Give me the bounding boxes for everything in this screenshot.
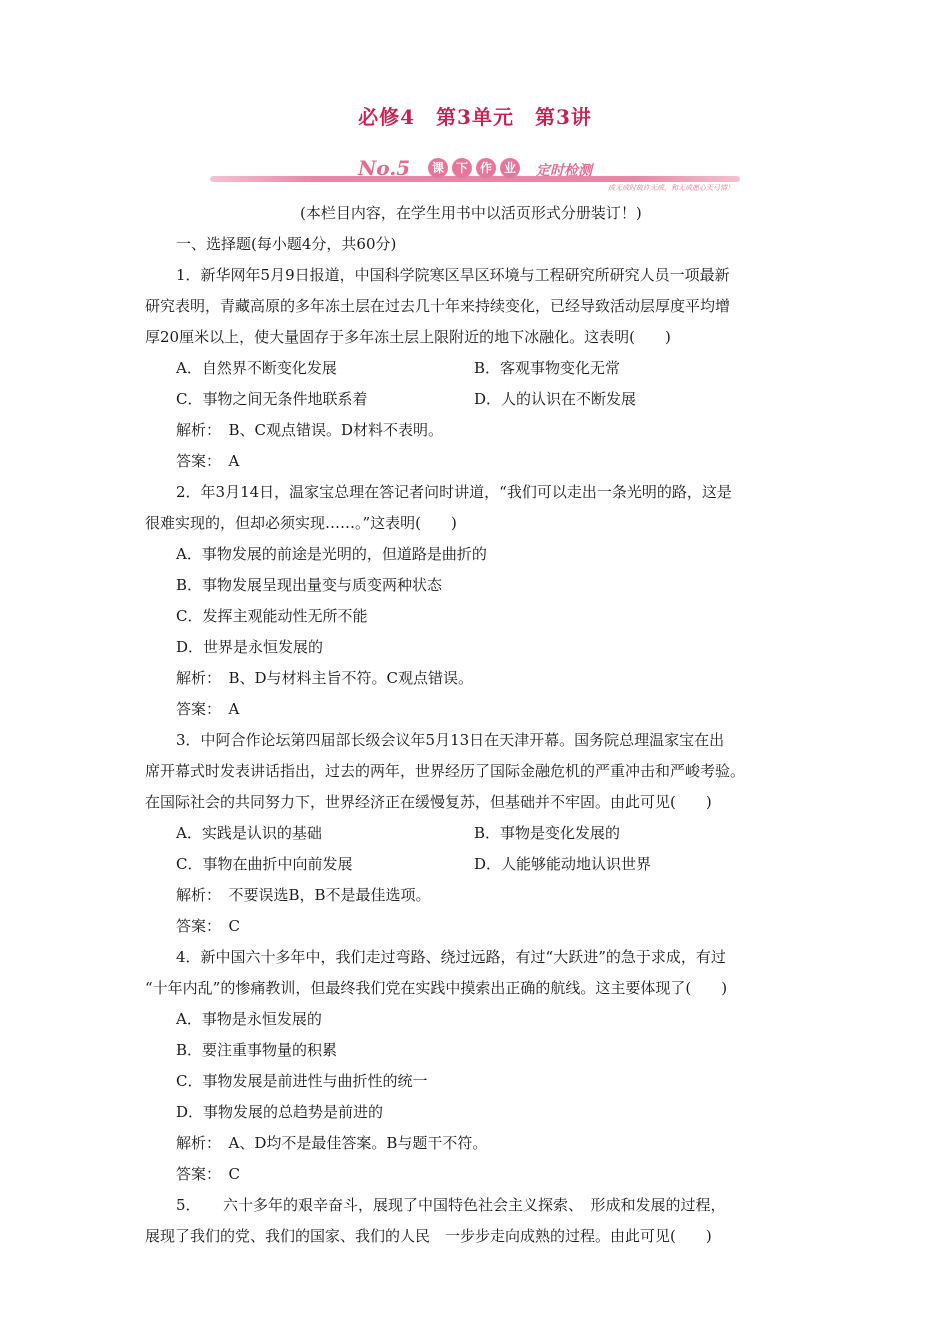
q1-line2: 研究表明，青藏高原的多年冻土层在过去几十年来持续变化，已经导致活动层厚度平均增 bbox=[145, 297, 731, 315]
q2-option-d: D．世界是永恒发展的 bbox=[176, 638, 324, 656]
banner-subtitle: 定时检测 bbox=[536, 163, 592, 179]
banner-char-1: 课 bbox=[428, 158, 448, 178]
q5-line1: 5． 六十多年的艰辛奋斗，展现了中国特色社会主义探索、 形成和发展的过程， bbox=[176, 1196, 726, 1214]
q1-option-b: B．客观事物变化无常 bbox=[474, 359, 621, 377]
q3-analysis: 解析： 不要误选B，B不是最佳选项。 bbox=[176, 886, 431, 904]
q2-line1: 2．年3月14日，温家宝总理在答记者问时讲道，“我们可以走出一条光明的路，这是 bbox=[176, 483, 732, 501]
q2-option-a: A．事物发展的前途是光明的，但道路是曲折的 bbox=[176, 545, 487, 563]
banner-motto: 成无成时故许无成，和无成愿心天弓情！ bbox=[608, 184, 734, 192]
q1-line1: 1．新华网年5月9日报道，中国科学院寒区旱区环境与工程研究所研究人员一项最新 bbox=[176, 266, 730, 284]
q3-answer: 答案： C bbox=[176, 917, 240, 935]
q1-option-a: A．自然界不断变化发展 bbox=[176, 359, 337, 377]
q1-answer: 答案： A bbox=[176, 452, 240, 470]
q3-line2: 席开幕式时发表讲话指出，过去的两年，世界经历了国际金融危机的严重冲击和严峻考验。 bbox=[145, 762, 746, 780]
q2-option-c: C．发挥主观能动性无所不能 bbox=[176, 607, 368, 625]
q4-option-a: A．事物是永恒发展的 bbox=[176, 1010, 322, 1028]
q1-option-c: C．事物之间无条件地联系着 bbox=[176, 390, 368, 408]
q4-answer: 答案： C bbox=[176, 1165, 240, 1183]
q4-option-d: D．事物发展的总趋势是前进的 bbox=[176, 1103, 384, 1121]
q2-analysis: 解析： B、D与材料主旨不符。C观点错误。 bbox=[176, 669, 474, 687]
q4-line2: “十年内乱”的惨痛教训，但最终我们党在实践中摸索出正确的航线。这主要体现了( ) bbox=[145, 979, 728, 997]
q4-option-b: B．要注重事物量的积累 bbox=[176, 1041, 338, 1059]
q4-line1: 4．新中国六十多年中，我们走过弯路、绕过远路，有过“大跃进”的急于求成，有过 bbox=[176, 948, 726, 966]
q2-answer: 答案： A bbox=[176, 700, 240, 718]
q3-option-a: A．实践是认识的基础 bbox=[176, 824, 322, 842]
q5-line2: 展现了我们的党、我们的国家、我们的人民 一步步走向成熟的过程。由此可见( ) bbox=[145, 1227, 712, 1245]
banner-ribbon bbox=[210, 176, 740, 182]
q4-analysis: 解析： A、D均不是最佳答案。B与题干不符。 bbox=[176, 1134, 488, 1152]
banner-number: No.5 bbox=[358, 156, 411, 180]
section-banner bbox=[210, 152, 740, 194]
q1-option-d: D．人的认识在不断发展 bbox=[474, 390, 637, 408]
q3-line1: 3．中阿合作论坛第四届部长级会议年5月13日在天津开幕。国务院总理温家宝在出 bbox=[176, 731, 725, 749]
q4-option-c: C．事物发展是前进性与曲折性的统一 bbox=[176, 1072, 428, 1090]
q3-option-b: B．事物是变化发展的 bbox=[474, 824, 621, 842]
q2-option-b: B．事物发展呈现出量变与质变两种状态 bbox=[176, 576, 443, 594]
q3-line3: 在国际社会的共同努力下，世界经济正在缓慢复苏，但基础并不牢固。由此可见( ) bbox=[145, 793, 712, 811]
banner-char-3: 作 bbox=[476, 158, 496, 178]
q3-option-d: D．人能够能动地认识世界 bbox=[474, 855, 652, 873]
binding-note: (本栏目内容，在学生用书中以活页形式分册装订！) bbox=[300, 204, 642, 222]
q1-analysis: 解析： B、C观点错误。D材料不表明。 bbox=[176, 421, 444, 439]
q1-line3: 厚20厘米以上，使大量固存于多年冻土层上限附近的地下冰融化。这表明( ) bbox=[145, 328, 671, 346]
banner-char-4: 业 bbox=[500, 158, 520, 178]
page-title: 必修4 第3单元 第3讲 bbox=[358, 105, 592, 129]
q3-option-c: C．事物在曲折中向前发展 bbox=[176, 855, 353, 873]
banner-char-2: 下 bbox=[452, 158, 472, 178]
q2-line2: 很难实现的，但却必须实现……。”这表明( ) bbox=[145, 514, 457, 532]
section-heading: 一、选择题(每小题4分，共60分) bbox=[176, 235, 397, 253]
